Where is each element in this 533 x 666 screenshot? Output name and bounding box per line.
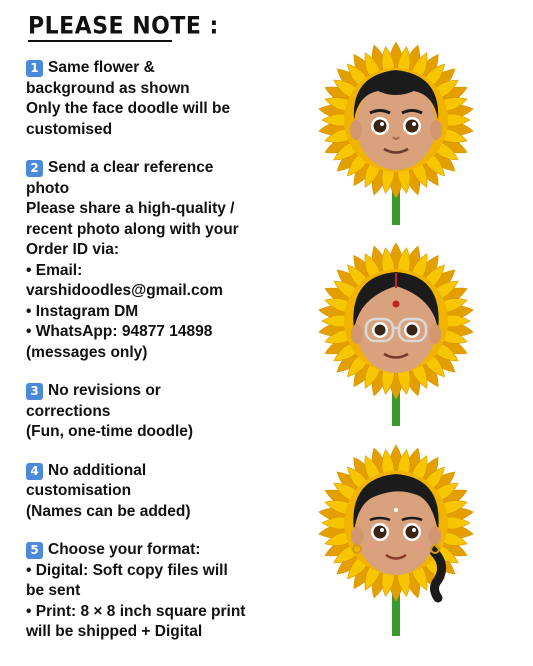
keycap-3-icon: 3 <box>26 383 43 400</box>
whatsapp-number: • WhatsApp: 94877 14898 <box>26 323 213 340</box>
note-line: (messages only) <box>26 343 148 361</box>
page-title: PLEASE NOTE : <box>28 12 219 41</box>
email-address: varshidoodles@gmail.com <box>26 282 223 299</box>
note-line: Only the face doodle will be <box>26 100 231 117</box>
notes-list <box>26 58 276 661</box>
note-line: Same flower & <box>48 59 155 76</box>
note-line: • Instagram DM <box>26 302 139 320</box>
note-3 <box>26 381 276 443</box>
note-4 <box>26 461 276 523</box>
note-line: • Digital: Soft copy files will <box>26 561 228 579</box>
note-line: No revisions or <box>48 382 161 399</box>
keycap-1-icon: 1 <box>26 60 43 77</box>
note-line: will be shipped + Digital <box>26 623 203 640</box>
note-2 <box>26 158 276 363</box>
note-line: photo <box>26 179 70 197</box>
sunflower-boy-doodle <box>296 25 496 225</box>
title-underline <box>28 40 172 42</box>
note-line: • Print: 8 × 8 inch square print <box>26 602 246 620</box>
sunflower-woman-doodle <box>296 226 496 426</box>
note-line: recent photo along with your <box>26 220 239 238</box>
sunflower-girl-doodle <box>296 428 496 638</box>
note-line: be sent <box>26 582 81 599</box>
note-line: customised <box>26 120 113 138</box>
note-line: Choose your format: <box>48 541 201 558</box>
note-line: customisation <box>26 482 132 499</box>
keycap-2-icon: 2 <box>26 160 43 177</box>
note-line: Send a clear reference <box>48 159 214 176</box>
note-line: Please share a high-quality / <box>26 200 235 217</box>
note-line: • Email: <box>26 261 83 279</box>
keycap-4-icon: 4 <box>26 463 43 480</box>
note-line: (Names can be added) <box>26 502 191 520</box>
keycap-5-icon: 5 <box>26 542 43 559</box>
note-5 <box>26 540 276 643</box>
note-line: No additional <box>48 461 147 479</box>
note-line: background as shown <box>26 79 190 97</box>
note-1 <box>26 58 276 140</box>
note-line: corrections <box>26 402 111 420</box>
note-line: (Fun, one-time doodle) <box>26 423 194 440</box>
note-line: Order ID via: <box>26 241 120 258</box>
